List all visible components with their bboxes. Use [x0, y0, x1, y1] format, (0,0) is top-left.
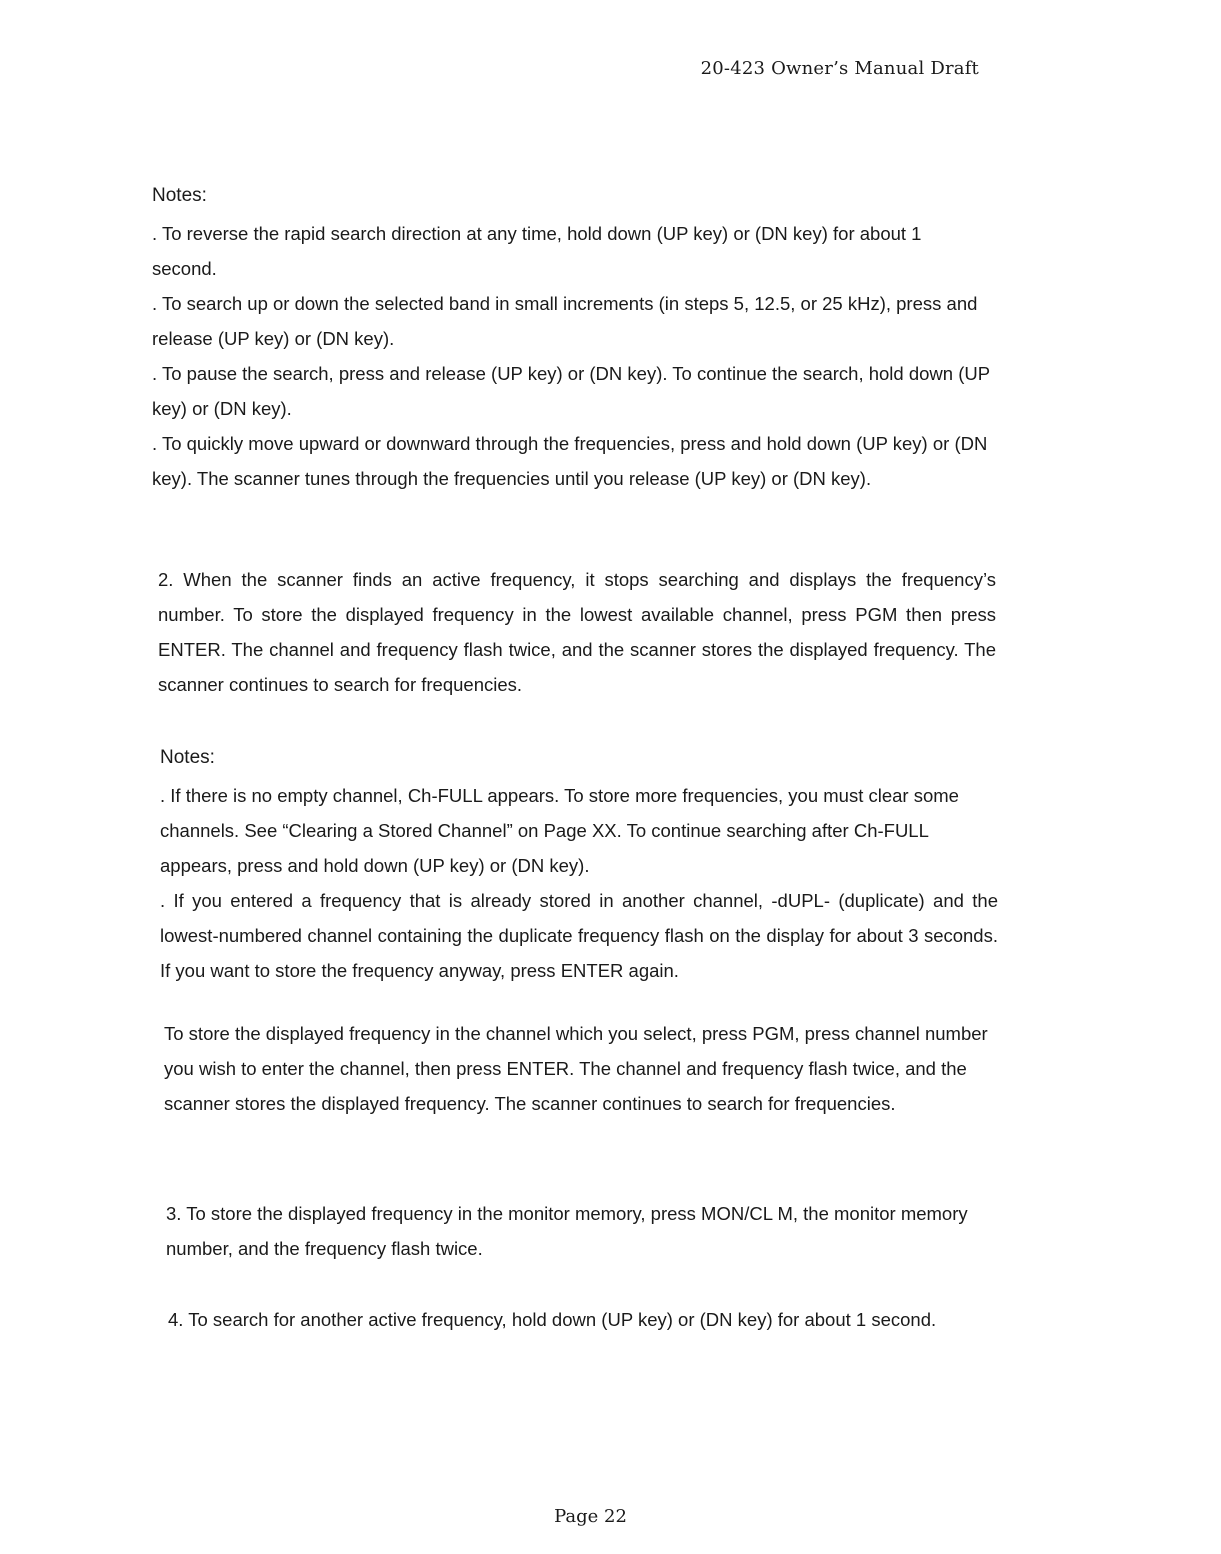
store-selected-channel-paragraph: [164, 1016, 1002, 1121]
note-item: . To search up or down the selected band in small increments (in steps 5, 12.5, or 25 kHz), press and release (UP key) or (DN key).: [152, 293, 978, 349]
notes-heading: Notes:: [152, 185, 207, 206]
page-header: 20-423 Owner’s Manual Draft: [700, 58, 979, 79]
note-item: . To quickly move upward or downward through the frequencies, press and hold down (UP key) or (DN key). The scanner tunes through the frequencies until you release (UP key) or (DN key).: [152, 433, 988, 489]
store-paragraph-text: To store the displayed frequency in the channel which you select, press PGM, press channel number you wish to enter the channel, then press ENTER. The channel and frequency flash twice, and the scanner stores the displayed frequency. The scanner continues to search for frequencies.: [164, 1023, 988, 1114]
note-item: . If there is no empty channel, Ch-FULL appears. To store more frequencies, you must clear some channels. See “Clearing a Stored Channel” on Page XX. To continue searching after Ch-FULL appears, press and hold down (UP key) or (DN key).: [160, 785, 959, 876]
step-4: [168, 1302, 1006, 1337]
step-3-text: 3. To store the displayed frequency in the monitor memory, press MON/CL M, the monitor memory number, and the frequency flash twice.: [166, 1203, 968, 1259]
notes-heading: Notes:: [160, 747, 215, 768]
notes-section-2: [160, 740, 998, 988]
note-item: . To pause the search, press and release (UP key) or (DN key). To continue the search, hold down (UP key) or (DN key).: [152, 363, 990, 419]
step-2: [158, 562, 996, 702]
step-2-text: 2. When the scanner finds an active frequency, it stops searching and displays the frequency’s number. To store the displayed frequency in the lowest available channel, press PGM then press ENTER. The channel and frequency flash twice, and the scanner stores the displayed frequency. The scanner continues to search for frequencies.: [158, 569, 996, 695]
step-3: [166, 1196, 1004, 1266]
step-4-text: 4. To search for another active frequency, hold down (UP key) or (DN key) for about 1 second.: [168, 1309, 937, 1330]
note-item: . If you entered a frequency that is already stored in another channel, -dUPL- (duplicate) and the lowest-numbered channel containing the duplicate frequency flash on the display for about 3 seconds. If you want to store the frequency anyway, press ENTER again.: [160, 890, 998, 981]
note-item: . To reverse the rapid search direction at any time, hold down (UP key) or (DN key) for about 1 second.: [152, 223, 922, 279]
notes-section-1: [152, 178, 990, 496]
page-number: Page 22: [554, 1506, 627, 1527]
